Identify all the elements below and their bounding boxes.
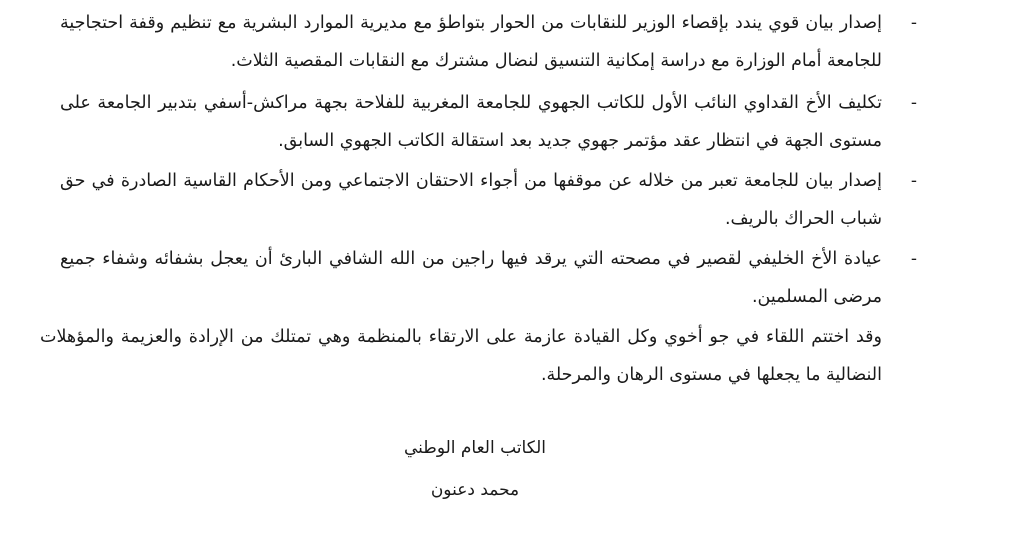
list-item-2: تكليف الأخ القداوي النائب الأول للكاتب الجهوي للجامعة المغربية للفلاحة بجهة مراكش-أسفي بتدبير الجامعة على مستوى الجهة في انتظار عقد مؤتمر جهوي جديد بعد استقالة الكاتب الجهوي السابق. <box>60 93 882 151</box>
list-bullet: - <box>910 249 918 269</box>
list-item-1: إصدار بيان قوي يندد بإقصاء الوزير للنقابات من الحوار بتواطؤ مع مديرية الموارد البشرية مع تنظيم وقفة احتجاجية للجامعة أمام الوزارة مع دراسة إمكانية التنسيق لنضال مشترك مع النقابات المقصية الثلاث. <box>60 13 882 71</box>
signature-name: محمد دعنون <box>430 480 520 500</box>
list-bullet: - <box>910 13 918 33</box>
list-item-4: عيادة الأخ الخليفي لقصير في مصحته التي يرقد فيها راجين من الله الشافي البارئ أن يعجل بشفائه وشفاء جميع مرضى المسلمين. <box>60 249 882 307</box>
list-bullet: - <box>910 171 918 191</box>
list-bullet: - <box>910 93 918 113</box>
signature-title: الكاتب العام الوطني <box>403 438 547 458</box>
closing-paragraph: وقد اختتم اللقاء في جو أخوي وكل القيادة عازمة على الارتقاء بالمنظمة وهي تمتلك من الإرادة والعزيمة والمؤهلات النضالية ما يجعلها في مستوى الرهان والمرحلة. <box>40 327 882 385</box>
list-item-3: إصدار بيان للجامعة تعبر من خلاله عن موقفها من أجواء الاحتقان الاجتماعي ومن الأحكام القاسية الصادرة في حق شباب الحراك بالريف. <box>60 171 882 229</box>
